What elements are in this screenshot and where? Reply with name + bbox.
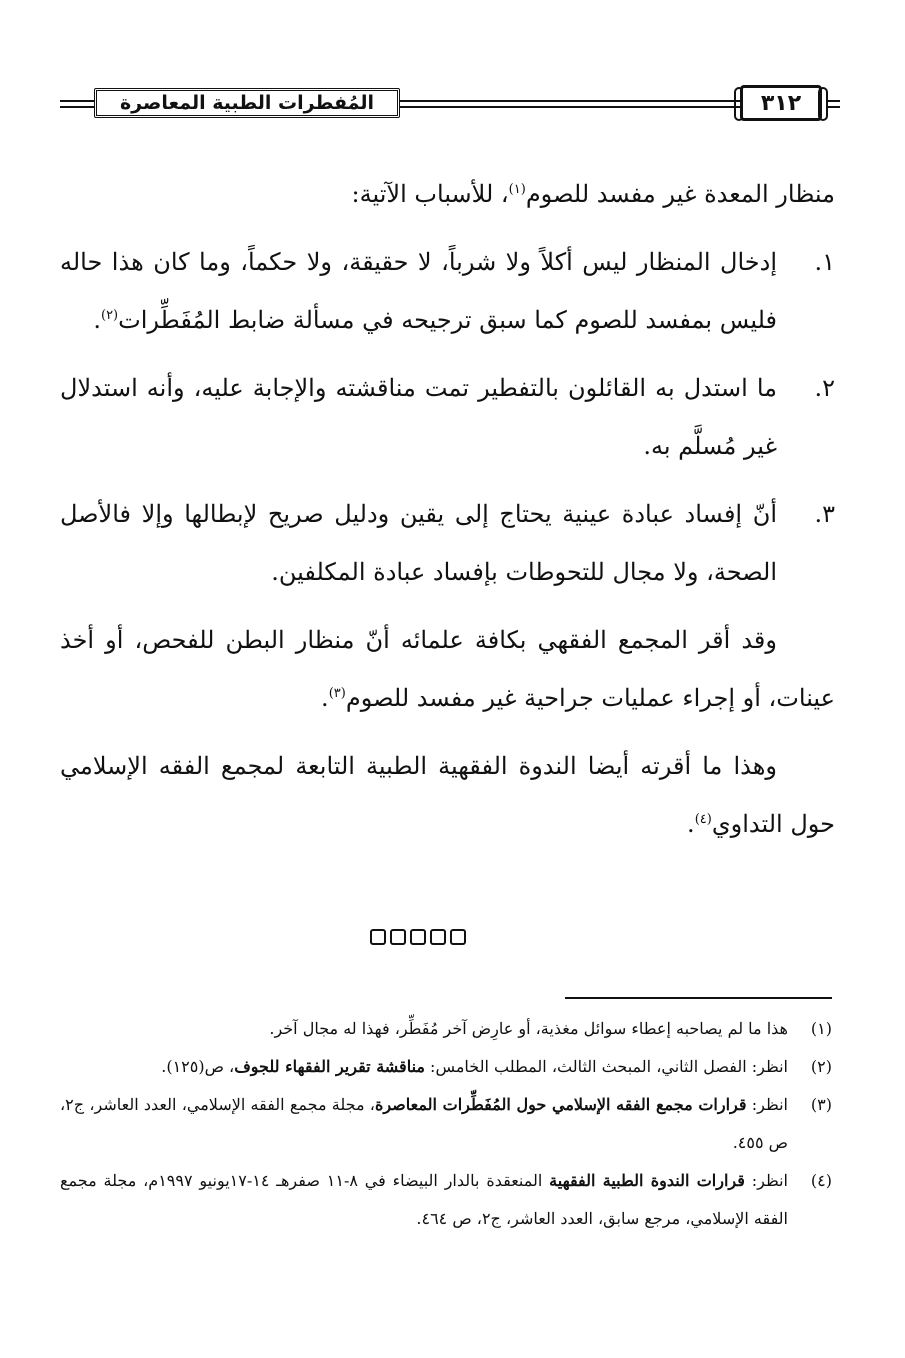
reason-item-3 (60, 485, 835, 601)
reason-item-2 (60, 359, 835, 475)
ornament-square (430, 929, 446, 945)
footnote-separator (565, 997, 832, 999)
intro-paragraph: منظار المعدة غير مفسد للصوم$^{(١)}$، للأسباب الآتية: (351, 180, 835, 208)
header-rule-middle-2 (400, 106, 742, 108)
footnote-ref-4: (٤) (694, 812, 712, 827)
council-paragraph: وقد أقر المجمع الفقهي بكافة علمائه أنّ منظار البطن للفحص، أو أخذ عينات، أو إجراء عمليات جراحية غير مفسد للصوم$^{(٣)}$. (60, 626, 835, 712)
footnote-ref-1: (١) (508, 182, 526, 197)
header-rule-left (60, 100, 96, 102)
scroll-ornament-right (818, 87, 828, 121)
symposium-paragraph: وهذا ما أقرته أيضا الندوة الفقهية الطبية التابعة لمجمع الفقه الإسلامي حول التداوي$^{(٤)}$. (60, 752, 835, 838)
footnote-3 (60, 1086, 832, 1162)
item-number: ٣. (814, 500, 835, 528)
footnote-text: انظر: قرارات مجمع الفقه الإسلامي حول المُفَطِّرات المعاصرة، مجلة مجمع الفقه الإسلامي، العدد العاشر، ج٢، ص ٤٥٥. (60, 1095, 788, 1152)
reason-item-1 (60, 233, 835, 349)
header-rule-right (826, 100, 840, 102)
ornament-square (390, 929, 406, 945)
header-rule-middle (400, 100, 742, 102)
ornament-square (410, 929, 426, 945)
footnote-number: (٢) (810, 1057, 832, 1076)
header-rule-left-2 (60, 106, 96, 108)
footnote-number: (١) (810, 1019, 832, 1038)
footnote-text: انظر: الفصل الثاني، المبحث الثالث، المطلب الخامس: مناقشة تقرير الفقهاء للجوف، ص(١٢٥). (161, 1057, 788, 1076)
running-title-box (94, 88, 400, 118)
footnote-number: (٣) (810, 1095, 832, 1114)
item-number: ١. (814, 248, 835, 276)
ornament-square (450, 929, 466, 945)
footnote-1 (60, 1010, 832, 1048)
running-title: المُفطرات الطبية المعاصرة (119, 92, 375, 114)
header-rule-right-2 (826, 106, 840, 108)
footnotes (60, 1010, 832, 1238)
page-header (60, 83, 840, 125)
footnote-number: (٤) (810, 1171, 832, 1190)
item-text: أنّ إفساد عبادة عينية يحتاج إلى يقين ودليل صريح لإبطالها وإلا فالأصل الصحة، ولا مجال للتحوطات بإفساد عبادة المكلفين. (60, 500, 777, 586)
item-text: ما استدل به القائلون بالتفطير تمت مناقشته والإجابة عليه، وأنه استدلال غير مُسلَّم به. (60, 374, 777, 460)
footnote-text: هذا ما لم يصاحبه إعطاء سوائل مغذية، أو عارِض آخر مُفَطِّر، فهذا له مجال آخر. (269, 1019, 788, 1038)
footnote-text: انظر: قرارات الندوة الطبية الفقهية المنعقدة بالدار البيضاء في ٨-١١ صفرهـ ١٤-١٧يونيو ١٩٩٧م، مجلة مجمع الفقه الإسلامي، مرجع سابق، العدد العاشر، ج٢، ص ٤٦٤. (60, 1171, 788, 1228)
section-divider-ornament (370, 925, 466, 949)
footnote-ref-3: (٣) (328, 686, 346, 701)
item-number: ٢. (814, 374, 835, 402)
footnote-ref-2: (٢) (100, 308, 119, 323)
ornament-square (370, 929, 386, 945)
item-text: إدخال المنظار ليس أكلاً ولا شرباً، لا حقيقة، ولا حكماً، وما كان هذا حاله فليس بمفسد للصوم كما سبق ترجيحه في مسألة ضابط المُفَطِّرات$^{(٢)}$. (60, 248, 777, 334)
page-number-box (740, 85, 822, 121)
footnote-4 (60, 1162, 832, 1238)
main-text (60, 165, 835, 863)
footnote-2 (60, 1048, 832, 1086)
page-number: ٣١٢ (760, 90, 802, 116)
